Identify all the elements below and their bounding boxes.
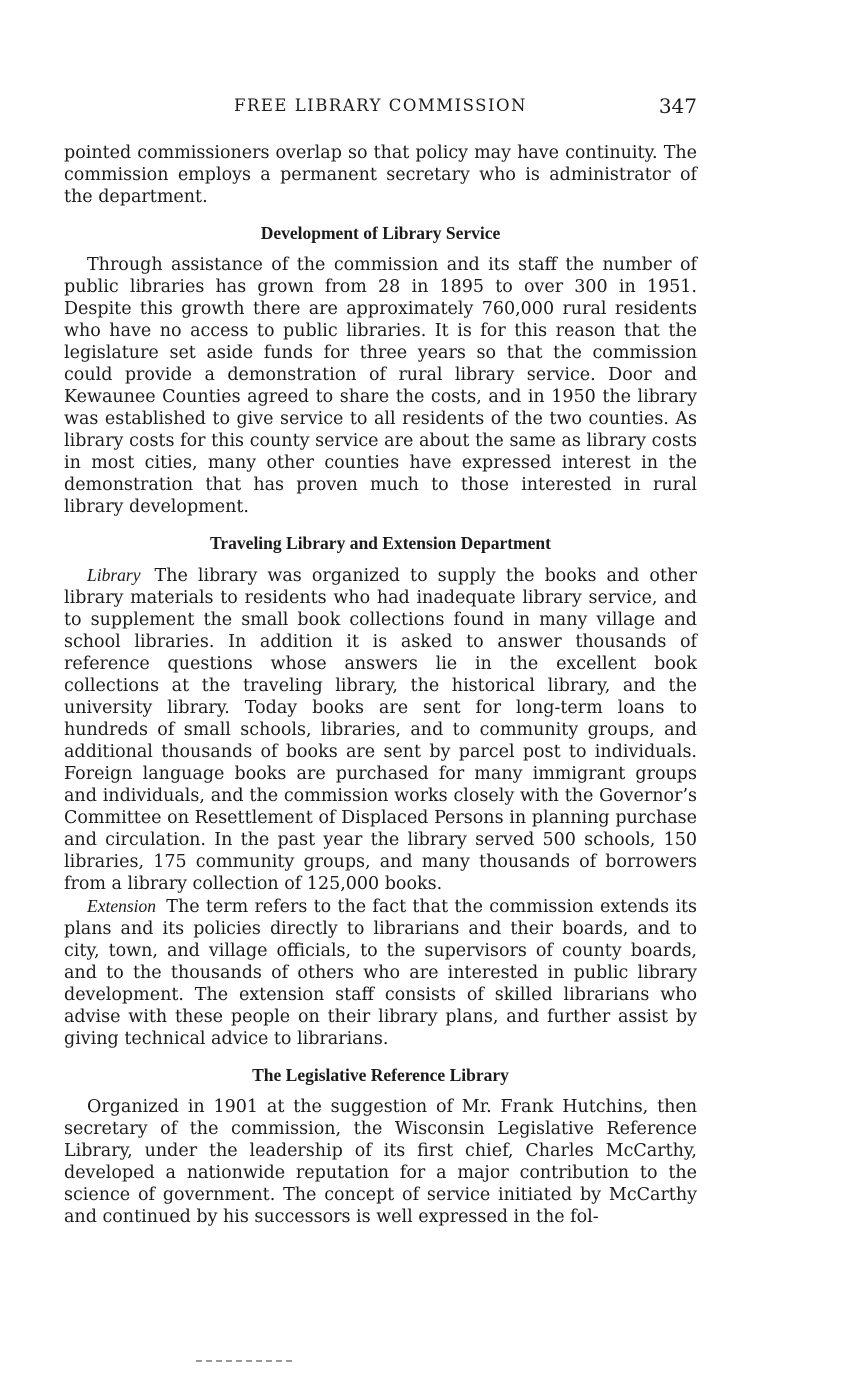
section-heading-traveling: Traveling Library and Extension Department	[210, 533, 551, 553]
legislative-paragraph: Organized in 1901 at the suggestion of Mr. Frank Hutchins, then secretary of the commission, the Wisconsin Legislative Reference Library, under the leadership of its first chief, Charles McCarthy, developed a nationwide reputation for a major contribution to the science of government. The concept of service initiated by McCarthy and continued by his successors is well expressed in the fol-	[64, 1097, 697, 1227]
running-header	[64, 92, 697, 122]
library-paragraph	[64, 564, 697, 895]
page-number: 347	[658, 94, 697, 118]
section-heading-legislative: The Legislative Reference Library	[252, 1065, 509, 1085]
library-text: The library was organized to supply the books and other library materials to residents who had inadequate library service, and to supplement the small book collections found in many village and school libraries. In addition it is asked to answer thousands of reference questions whose answers lie in the excellent book collections at the traveling library, the historical library, and the university library. Today books are sent for long-term loans to hundreds of small schools, libraries, and to community groups, and additional thousands of books are sent by parcel post to individuals. Foreign language books are purchased for many immigrant groups and individuals, and the commission works closely with the Governor’s Committee on Resettlement of Displaced Persons in planning purchase and circulation. In the past year the library served 500 schools, 150 libraries, 175 community groups, and many thousands of borrowers from a library collection of 125,000 books.	[64, 566, 697, 894]
extension-runin-label: Extension	[87, 896, 157, 916]
development-paragraph: Through assistance of the commission and its staff the number of public libraries has grown from 28 in 1895 to over 300 in 1951. Despite this growth there are approximately 760,000 rural residents who have no access to public libraries. It is for this reason that the legislature set aside funds for three years so that the commission could provide a demonstration of rural library service. Door and Kewaunee Counties agreed to share the costs, and in 1950 the library was established to give service to all residents of the two counties. As library costs for this county service are about the same as library costs in most cities, many other counties have expressed interest in the demonstration that has proven much to those interested in rural library development.	[64, 255, 697, 517]
section-heading-development: Development of Library Service	[260, 223, 501, 243]
library-runin-label: Library	[87, 565, 141, 585]
footer-rule	[196, 1360, 292, 1364]
running-title: FREE LIBRARY COMMISSION	[234, 96, 527, 115]
intro-paragraph: pointed commissioners overlap so that policy may have continuity. The commission employs a permanent secretary who is administrator of the department.	[64, 143, 697, 207]
extension-paragraph	[64, 895, 697, 1050]
page	[64, 92, 697, 1228]
extension-text: The term refers to the fact that the commission extends its plans and its policies directly to librarians and their boards, and to city, town, and village officials, to the supervisors of county boards, and to the thousands of others who are interested in public library development. The extension staff consists of skilled librarians who advise with these people on their library plans, and further assist by giving technical advice to librarians.	[64, 897, 697, 1049]
